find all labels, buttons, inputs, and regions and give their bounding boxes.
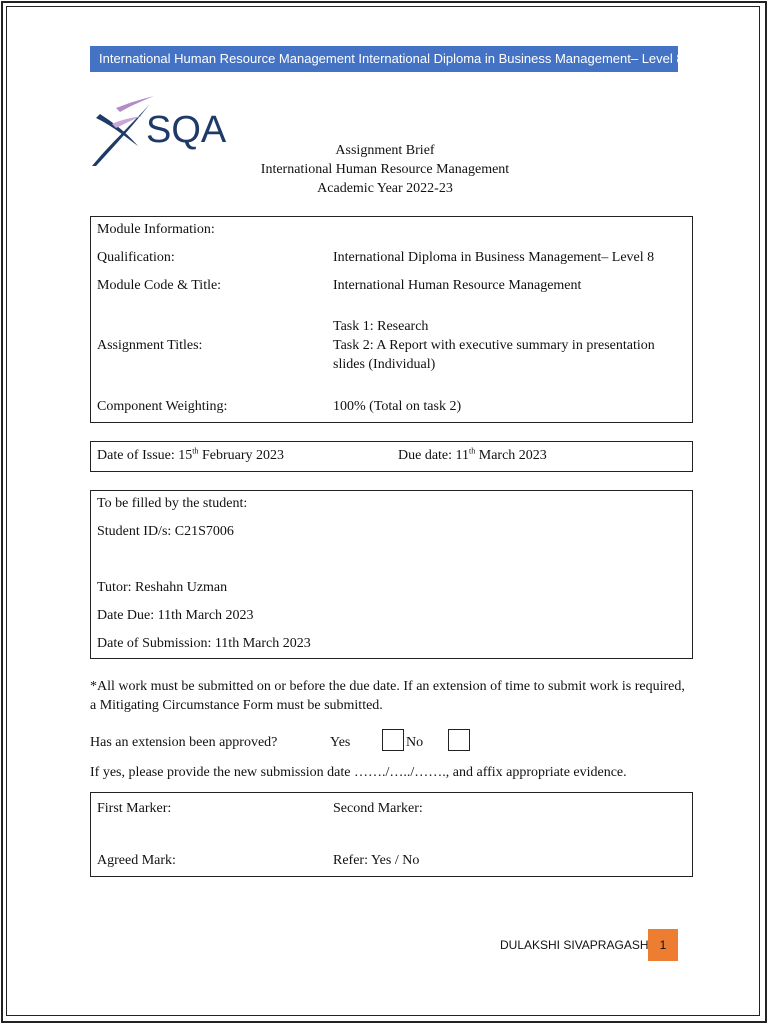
page-number-badge: 1 (648, 929, 678, 961)
document-header-bar: International Human Resource Management International Diploma in Business Management– Level 8 (90, 46, 678, 72)
student-box-heading: To be filled by the student: (97, 496, 248, 511)
task2-text-line2: slides (Individual) (333, 357, 436, 372)
agreed-mark-label: Agreed Mark: (97, 853, 176, 868)
task1-text: Task 1: Research (333, 319, 429, 334)
extension-no-label: No (406, 735, 424, 750)
date-of-submission: Date of Submission: 11th March 2023 (97, 636, 311, 651)
qualification-value: International Diploma in Business Management– Level 8 (333, 250, 655, 265)
assignment-brief-heading (200, 141, 570, 198)
submission-notice-line1: *All work must be submitted on or before the due date. If an extension of time to submit work is required, (90, 679, 685, 694)
component-weighting-label: Component Weighting: (97, 399, 228, 414)
brief-title: Assignment Brief (335, 143, 435, 158)
marker-box (90, 792, 693, 877)
first-marker-label: First Marker: (97, 801, 172, 816)
extension-yes-checkbox[interactable] (382, 729, 404, 751)
brief-academic-year: Academic Year 2022-23 (317, 181, 453, 196)
module-info-heading: Module Information: (97, 222, 215, 237)
dates-box (90, 441, 693, 472)
task2-text-line1: Task 2: A Report with executive summary in presentation (333, 338, 655, 353)
due-date: Due date: 11th March 2023 (398, 446, 547, 463)
svg-text:SQA: SQA (146, 109, 227, 151)
module-code-value: International Human Resource Management (333, 278, 582, 293)
brief-module-name: International Human Resource Management (260, 162, 510, 177)
tutor-name: Tutor: Reshahn Uzman (97, 580, 228, 595)
refer-label: Refer: Yes / No (333, 853, 420, 868)
assignment-titles-label: Assignment Titles: (97, 338, 203, 353)
footer-author-name: DULAKSHI SIVAPRAGASH (500, 938, 649, 952)
module-code-label: Module Code & Title: (97, 278, 222, 293)
extension-question: Has an extension been approved? (90, 735, 278, 750)
student-info-box (90, 490, 693, 659)
extension-note: If yes, please provide the new submission date ……./…../……., and affix appropriate evidence. (90, 765, 627, 780)
student-id: Student ID/s: C21S7006 (97, 524, 234, 539)
student-date-due: Date Due: 11th March 2023 (97, 608, 254, 623)
date-of-issue: Date of Issue: 15th February 2023 (97, 446, 285, 463)
qualification-label: Qualification: (97, 250, 175, 265)
module-information-box (90, 216, 693, 423)
extension-yes-label: Yes (330, 735, 351, 750)
extension-no-checkbox[interactable] (448, 729, 470, 751)
second-marker-label: Second Marker: (333, 801, 423, 816)
component-weighting-value: 100% (Total on task 2) (333, 399, 462, 414)
submission-notice-line2: a Mitigating Circumstance Form must be submitted. (90, 698, 383, 713)
